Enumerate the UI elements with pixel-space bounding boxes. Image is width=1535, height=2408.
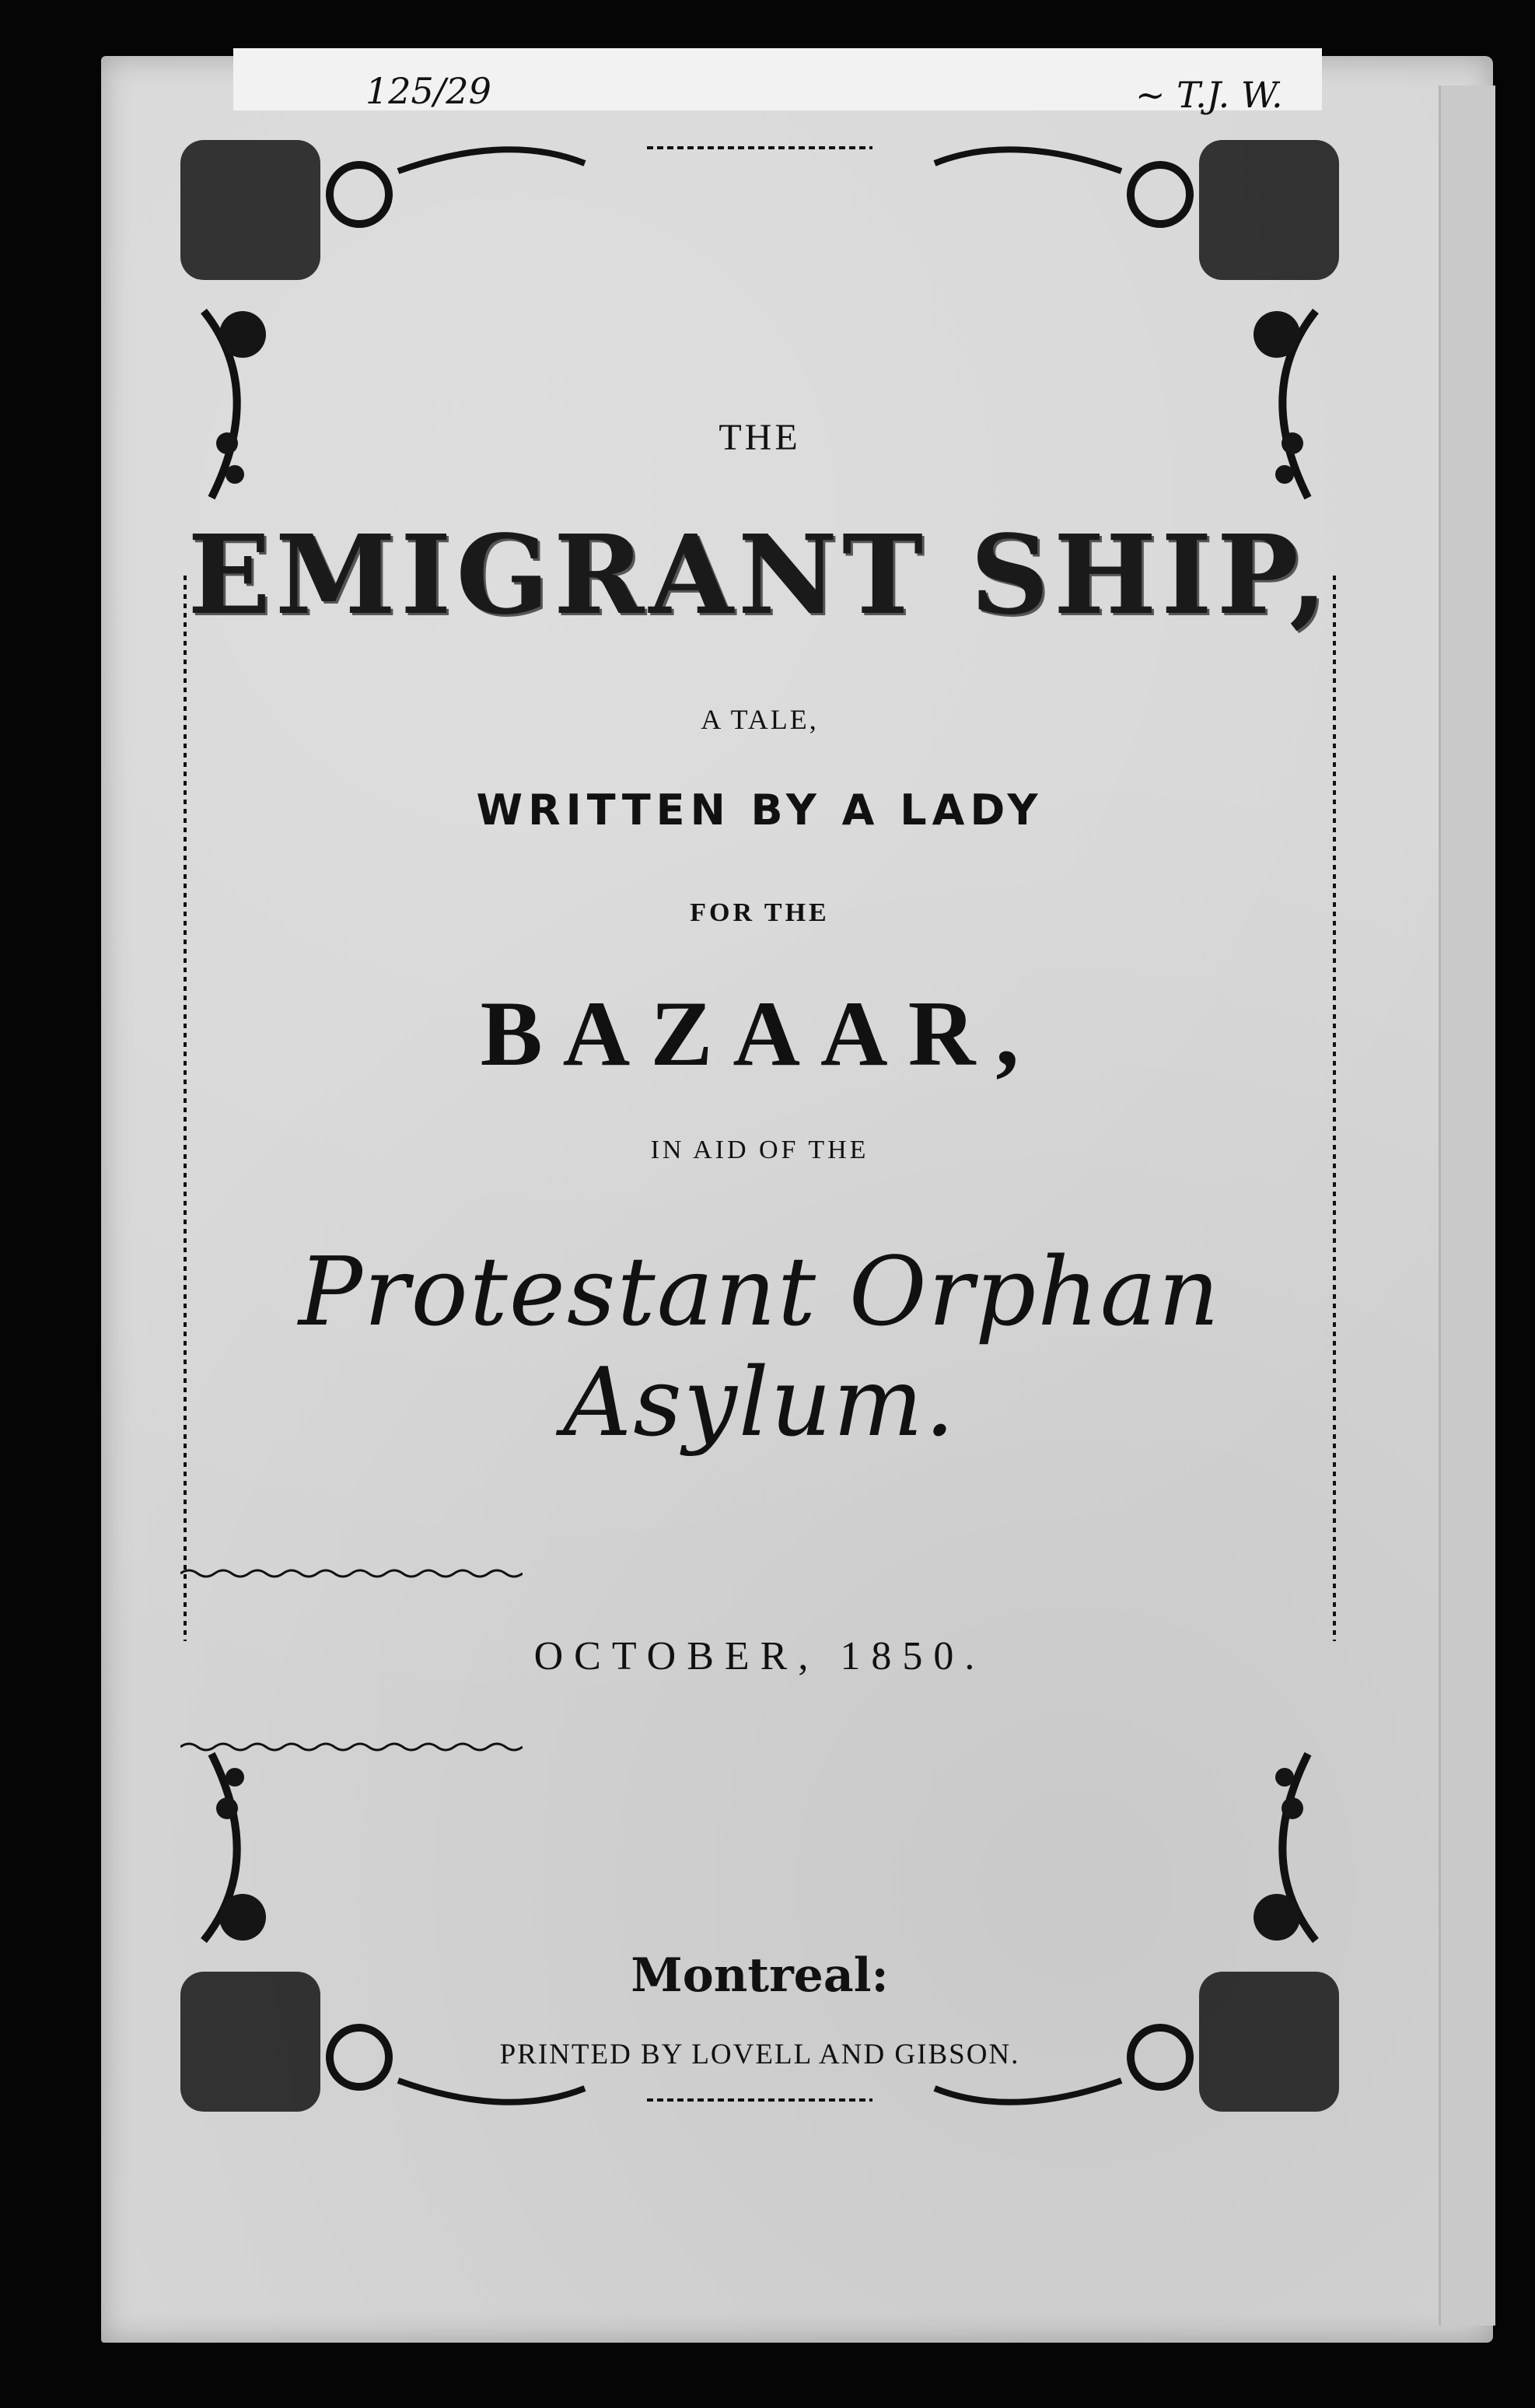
in-aid-line: IN AID OF THE	[650, 1136, 869, 1164]
publication-date: OCTOBER, 1850.	[533, 1634, 986, 1678]
bazaar-heading: BAZAAR,	[480, 982, 1040, 1085]
catalog-number: 125/29	[365, 70, 491, 112]
divider-rule-bottom	[180, 1741, 523, 1753]
handwritten-note: ~ T.J. W.	[1135, 74, 1283, 116]
book-subtitle: A TALE,	[701, 704, 819, 735]
book-title: EMIGRANT SHIP,	[187, 512, 1332, 639]
author-line: WRITTEN BY A LADY	[476, 786, 1044, 835]
paper-edge	[1439, 86, 1495, 2326]
for-the-line: FOR THE	[690, 898, 830, 927]
title-article: THE	[719, 417, 801, 458]
printer-line: PRINTED BY LOVELL AND GIBSON.	[499, 2039, 1020, 2070]
ornamental-frame	[180, 140, 1339, 2112]
divider-rule-top	[180, 1567, 523, 1580]
beneficiary-name: Protestant Orphan Asylum.	[298, 1237, 1222, 1458]
publication-place: Montreal:	[631, 1948, 889, 2003]
